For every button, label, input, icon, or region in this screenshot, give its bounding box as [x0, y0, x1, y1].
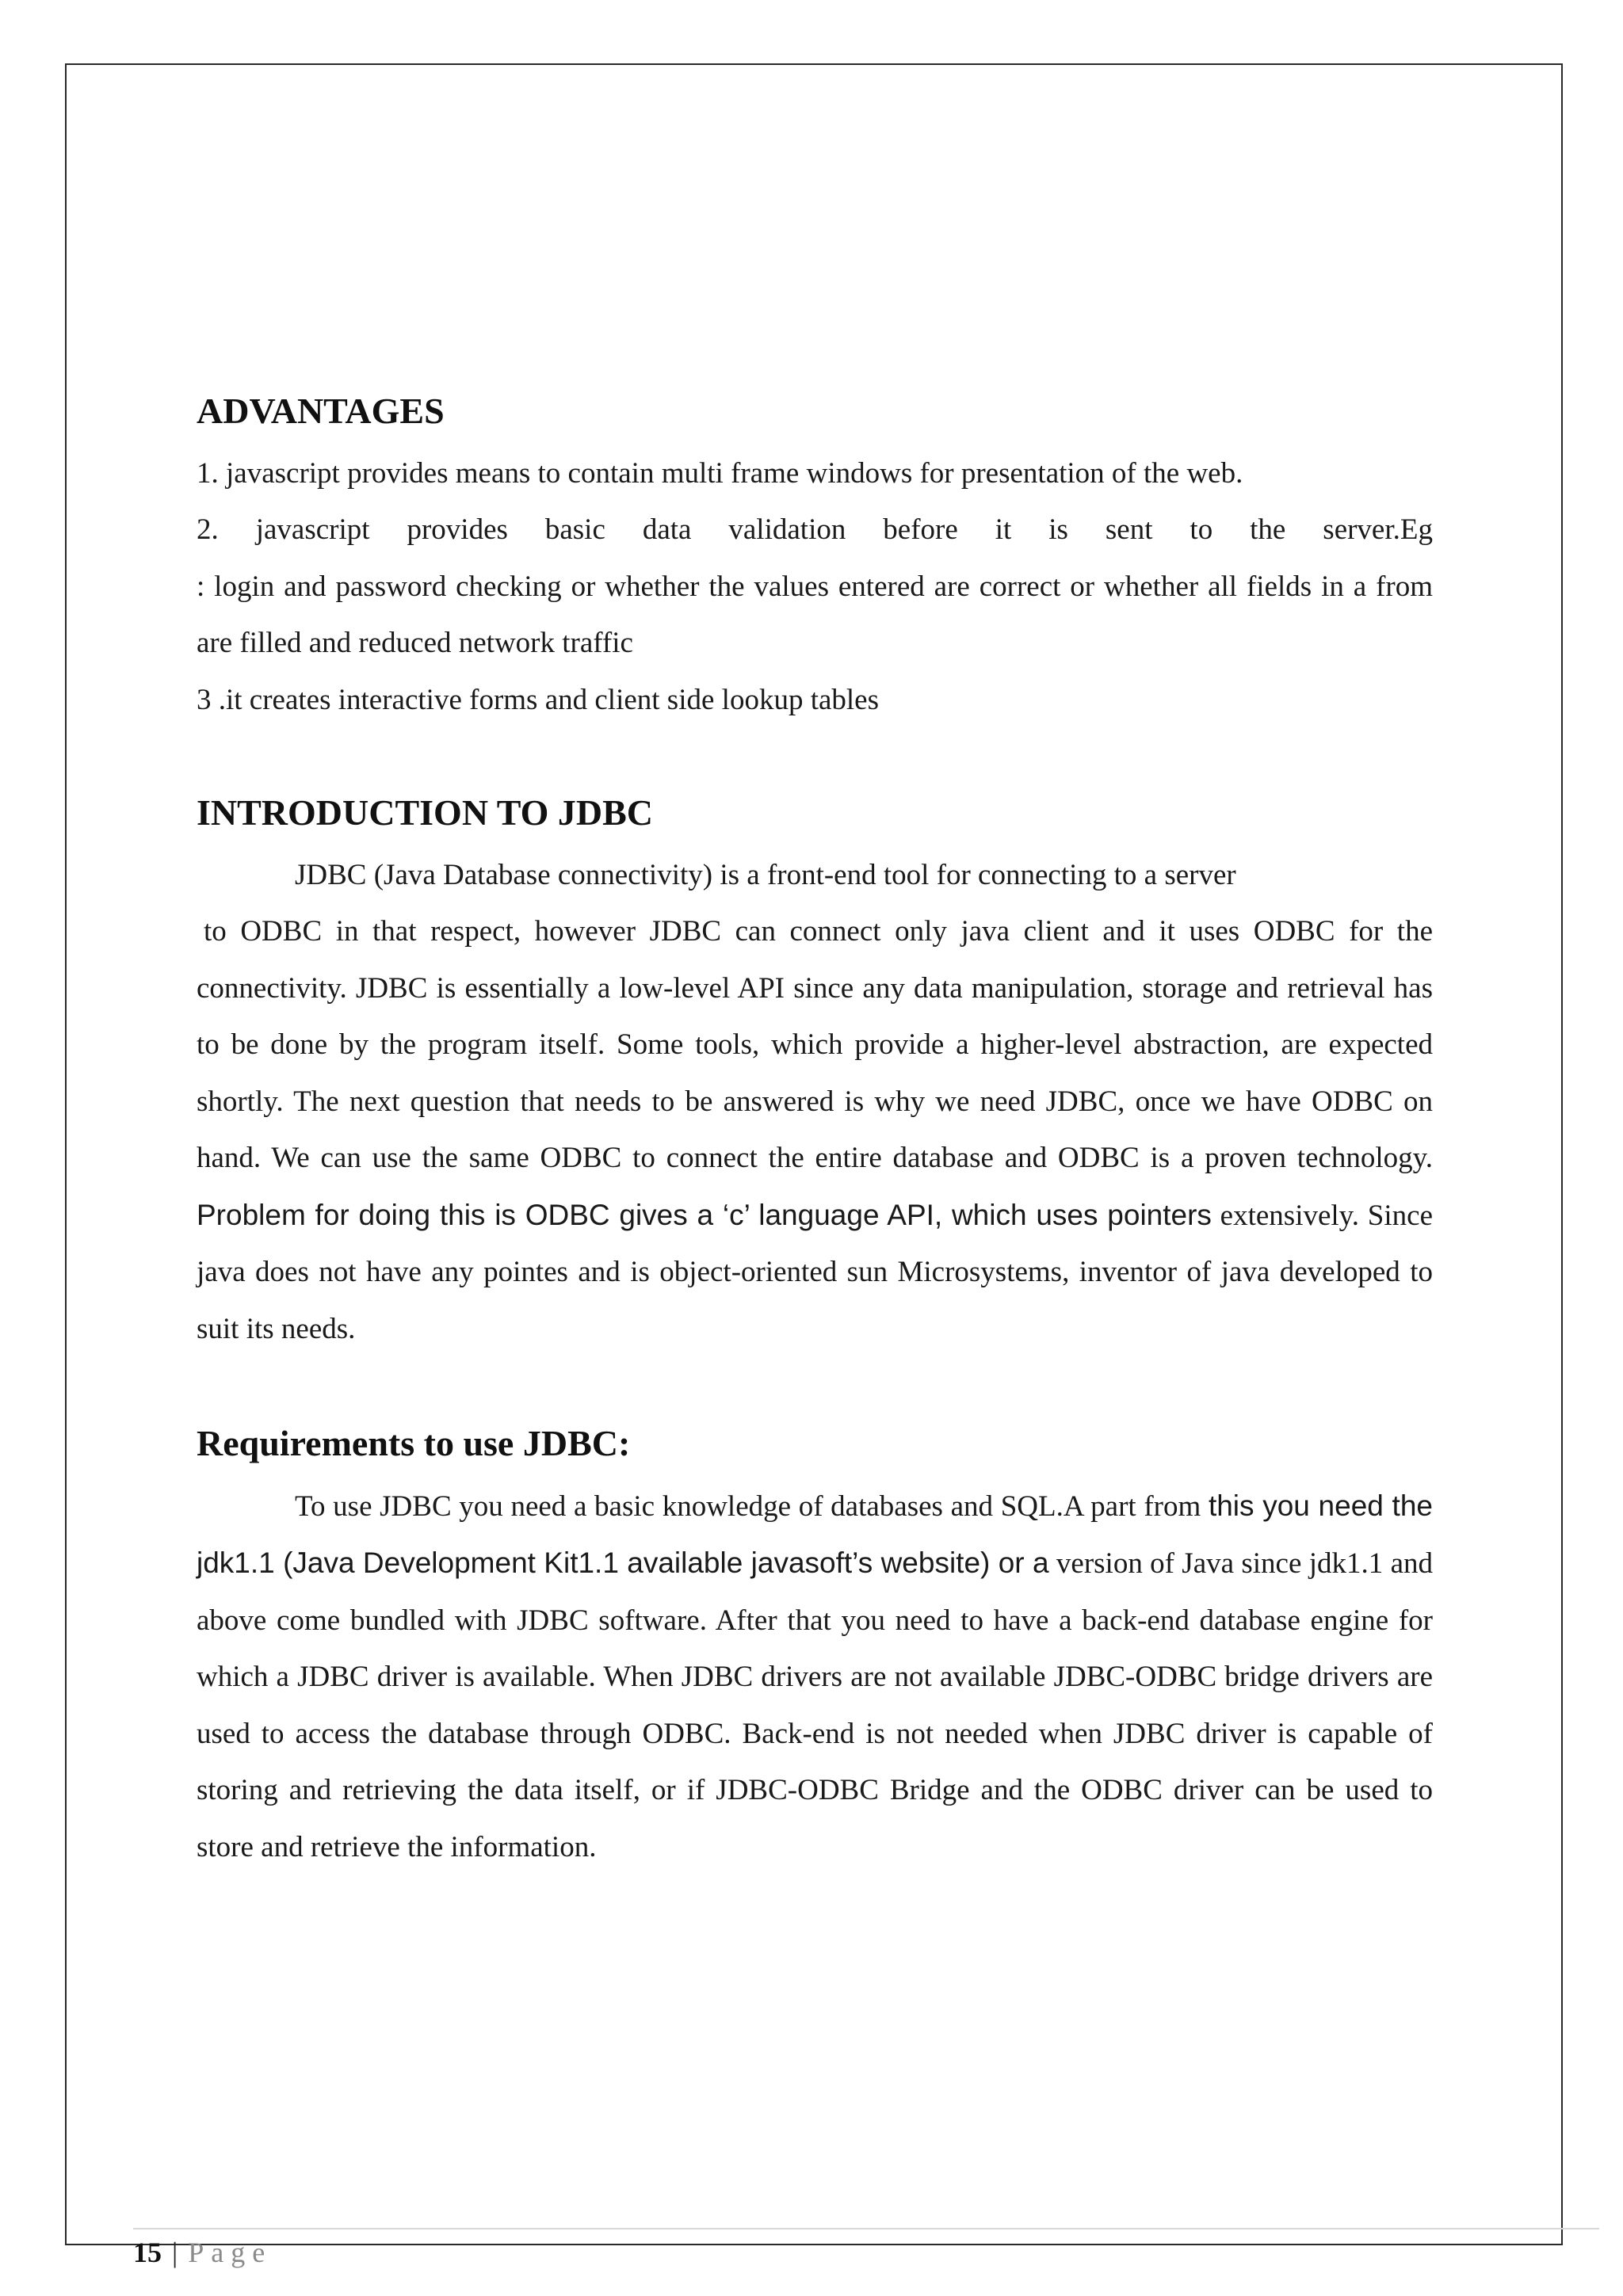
footer-separator: | [172, 2237, 178, 2268]
advantage-item-1: 1. javascript provides means to contain multi frame windows for presentation of the web. [197, 456, 1243, 490]
requirements-heading: Requirements to use JDBC: [197, 1423, 631, 1463]
advantage-item-2-first-line: 2. javascript provides basic data validation before it is sent to the server.Eg [197, 513, 1433, 546]
intro-paragraph [197, 903, 1433, 1357]
advantage-item-3: 3 .it creates interactive forms and client side lookup tables [197, 683, 879, 716]
intro-first-line: JDBC (Java Database connectivity) is a front-end tool for connecting to a server [295, 858, 1236, 891]
requirements-text-sans: this you need the jdk1.1 (Java Development Kit1.1 available javasoft’s website) or a [197, 1489, 1433, 1579]
intro-heading: INTRODUCTION TO JDBC [197, 792, 653, 833]
document-body [197, 388, 1433, 1875]
requirements-text-1: To use JDBC you need a basic knowledge of databases and SQL.A part from [295, 1489, 1209, 1523]
intro-section [197, 790, 1433, 1357]
page-label: Page [188, 2237, 273, 2268]
requirements-paragraph [197, 1478, 1433, 1876]
intro-text-sans: Problem for doing this is ODBC gives a ‘c’ language API, which uses pointers [197, 1198, 1212, 1231]
page-footer [133, 2236, 272, 2269]
advantages-heading: ADVANTAGES [197, 391, 445, 431]
advantage-item-2-continued: : login and password checking or whether the values entered are correct or whether all fields in a from are filled and reduced network traffic [197, 570, 1433, 659]
advantages-section [197, 388, 1433, 728]
intro-text-1: to ODBC in that respect, however JDBC can connect only java client and it uses ODBC for the connectivity. JDBC is essentially a low-level API since any data manipulation, storage and retrieval has to be done by the program itself. Some tools, which provide a higher-level abstraction, are expected shortly. The next question that needs to be answered is why we need JDBC, once we have ODBC on hand. We can use the same ODBC to connect the entire database and ODBC is a proven technology. [197, 915, 1433, 1174]
page-number: 15 [133, 2237, 162, 2268]
intro-text-2: extensively. Since java does not have any pointes and is object-oriented sun Microsystems, inventor of java developed to suit its needs. [197, 1199, 1433, 1345]
requirements-section [197, 1421, 1433, 1875]
footer-rule [133, 2228, 1599, 2229]
requirements-text-2: version of Java since jdk1.1 and above come bundled with JDBC software. After that you need to have a back-end database engine for which a JDBC driver is available. When JDBC drivers are not available JDBC-ODBC bridge drivers are used to access the database through ODBC. Back-end is not needed when JDBC driver is capable of storing and retrieving the data itself, or if JDBC-ODBC Bridge and the ODBC driver can be used to store and retrieve the information. [197, 1547, 1433, 1863]
